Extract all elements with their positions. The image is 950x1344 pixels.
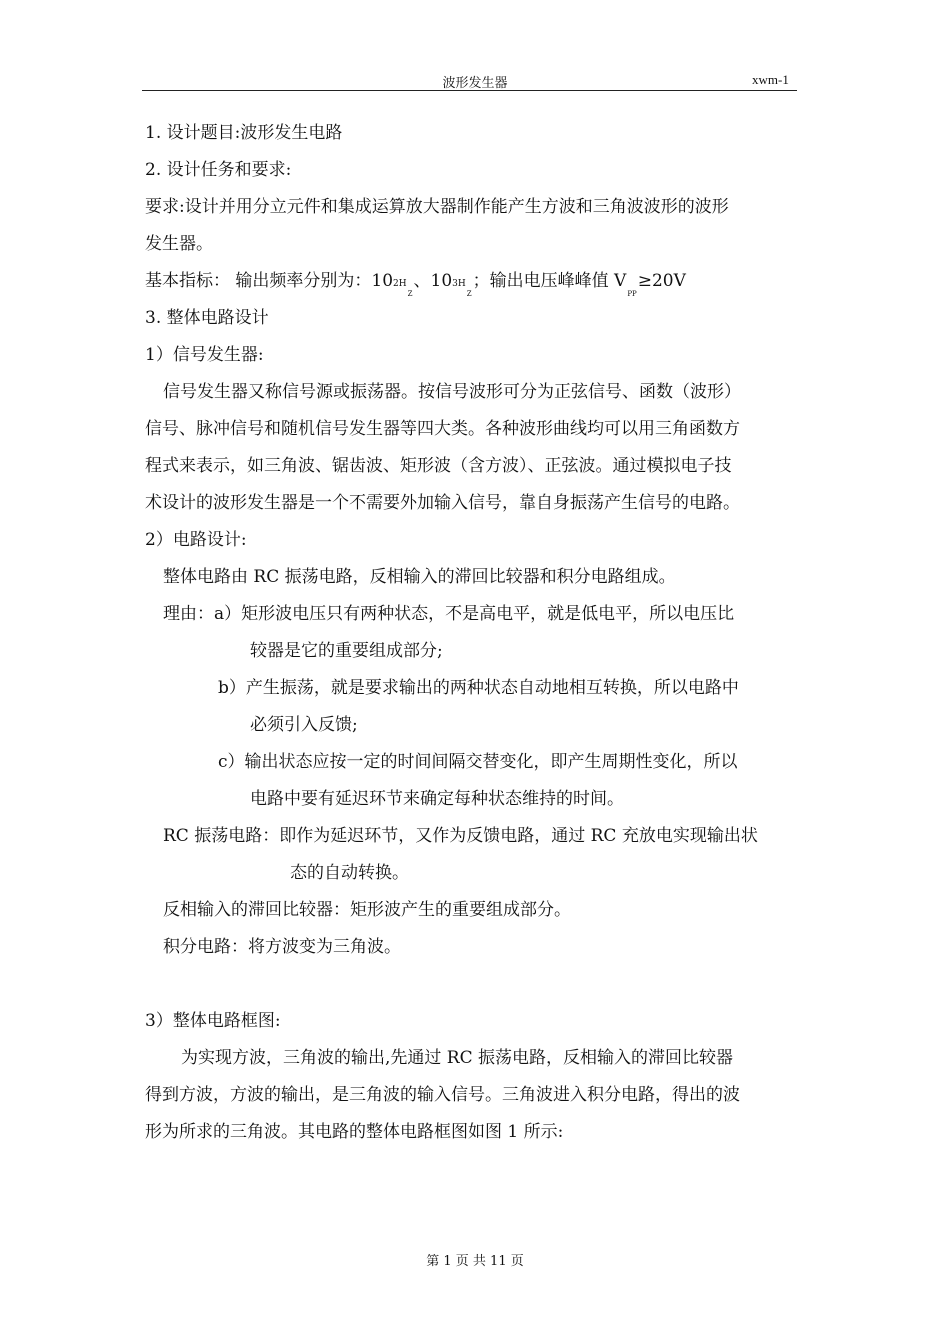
paragraph-line: 术设计的波形发生器是一个不需要外加输入信号，靠自身振荡产生信号的电路。 bbox=[145, 493, 740, 513]
reason-b-line-1: b）产生振荡，就是要求输出的两种状态自动地相互转换，所以电路中 bbox=[218, 678, 739, 698]
subsection-1-title: 1）信号发生器: bbox=[145, 345, 264, 365]
paragraph-line: 信号发生器又称信号源或振荡器。按信号波形可分为正弦信号、函数（波形） bbox=[163, 382, 741, 402]
paragraph-line: 信号、脉冲信号和随机信号发生器等四大类。各种波形曲线均可以用三角函数方 bbox=[145, 419, 740, 439]
paragraph-line: 得到方波，方波的输出，是三角波的输入信号。三角波进入积分电路，得出的波 bbox=[145, 1085, 740, 1105]
paragraph-line: 为实现方波，三角波的输出,先通过 RC 振荡电路，反相输入的滞回比较器 bbox=[181, 1048, 734, 1068]
header-code: xwm-1 bbox=[752, 72, 789, 87]
spec-text-4: ≥20V bbox=[637, 271, 686, 291]
comparator-line: 反相输入的滞回比较器：矩形波产生的重要组成部分。 bbox=[163, 900, 571, 920]
section-1-title: 1. 设计题目:波形发生电路 bbox=[145, 123, 343, 143]
subsection-2-title: 2）电路设计: bbox=[145, 530, 247, 550]
header-title: 波形发生器 bbox=[442, 75, 508, 90]
page-footer: 第 1 页 共 11 页 bbox=[426, 1254, 524, 1269]
section-3-title: 3. 整体电路设计 bbox=[145, 308, 269, 328]
subsection-3-title: 3）整体电路框图: bbox=[145, 1011, 281, 1031]
paragraph-line: 程式来表示，如三角波、锯齿波、矩形波（含方波）、正弦波。通过模拟电子技 bbox=[145, 456, 732, 476]
freq-unit-2: H bbox=[457, 279, 466, 289]
basic-spec-line bbox=[145, 271, 686, 298]
paragraph-line: 整体电路由 RC 振荡电路，反相输入的滞回比较器和积分电路组成。 bbox=[163, 567, 676, 587]
reason-c-line-2: 电路中要有延迟环节来确定每种状态维持的时间。 bbox=[250, 789, 624, 809]
section-2-title: 2. 设计任务和要求: bbox=[145, 160, 292, 180]
reason-b-line-2: 必须引入反馈; bbox=[250, 715, 358, 735]
requirement-line-1: 要求:设计并用分立元件和集成运算放大器制作能产生方波和三角波波形的波形 bbox=[145, 197, 729, 217]
freq-exp-1: 2 bbox=[393, 279, 399, 289]
rc-oscillator-line-1: RC 振荡电路：即作为延迟环节，又作为反馈电路，通过 RC 充放电实现输出状 bbox=[163, 826, 758, 846]
rc-oscillator-line-2: 态的自动转换。 bbox=[290, 863, 409, 883]
spec-text-3: ；输出电压峰峰值 V bbox=[472, 271, 627, 291]
freq-unit-1: H bbox=[398, 279, 407, 289]
reason-a-line-2: 较器是它的重要组成部分; bbox=[250, 641, 443, 661]
reason-c-line-1: c）输出状态应按一定的时间间隔交替变化，即产生周期性变化，所以 bbox=[218, 752, 738, 772]
paragraph-line: 形为所求的三角波。其电路的整体电路框图如图 1 所示: bbox=[145, 1122, 564, 1142]
spec-text-1: 基本指标： 输出频率分别为：10 bbox=[145, 271, 394, 291]
freq-unit-sub-2: Z bbox=[466, 290, 472, 298]
integrator-line: 积分电路：将方波变为三角波。 bbox=[163, 937, 401, 957]
spec-text-2: 、10 bbox=[413, 271, 453, 291]
freq-exp-2: 3 bbox=[452, 279, 458, 289]
requirement-line-2: 发生器。 bbox=[145, 234, 213, 254]
reason-a-line-1: 理由：a）矩形波电压只有两种状态，不是高电平，就是低电平，所以电压比 bbox=[163, 604, 735, 624]
freq-unit-sub-1: Z bbox=[407, 290, 413, 298]
vpp-sub: PP bbox=[627, 290, 637, 298]
header-rule bbox=[142, 90, 797, 91]
